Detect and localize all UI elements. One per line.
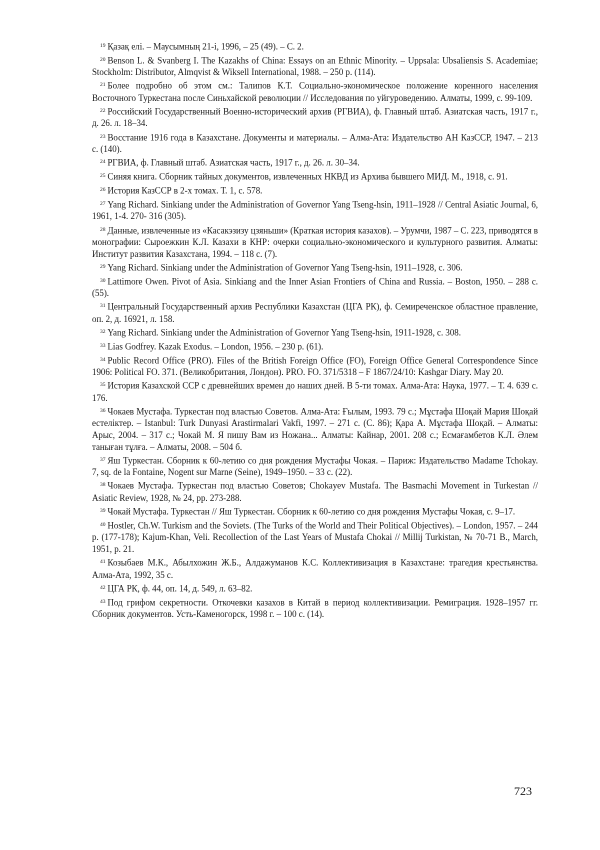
footnote	[92, 506, 538, 518]
footnotes-list	[92, 41, 538, 622]
footnote	[92, 55, 538, 79]
footnote-text: Lattimore Owen. Pivot of Asia. Sinkiang and the Inner Asian Frontiers of China and Russia. – Boston, 1950. – 288 c. (55).	[92, 276, 538, 299]
footnote	[92, 355, 538, 379]
footnote	[92, 80, 538, 104]
footnote-text: Public Record Office (PRO). Files of the British Foreign Office (FO), Foreign Office General Correspondence Since 1906: Political FO. 371. (Великобритания, Лондон). PRO. FO. 371/5318 – F 1867/24/10: Kashgar Diary. May 20.	[92, 355, 538, 377]
footnote-text: Под грифом секретности. Откочевки казахов в Китай в период коллективизации. Ремиграция. 1928–1957 гг. Сборник документов. Усть-Каменогорск, 1998 г. – 100 с. (14).	[92, 597, 538, 620]
footnote	[92, 583, 538, 595]
footnote-text: Более подробно об этом см.: Талипов К.Т. Социально-экономическое положение коренного населения Восточного Туркестана после Синьхайской революции // Исследования по уйгуроведению. Алматы, 1999, с. 99-109.	[92, 81, 538, 103]
footnote-text: Российский Государственный Военно-исторический архив (РГВИА), ф. Главный штаб. Азиатская часть, 1917 г., д. 26. л. 18–34.	[92, 106, 538, 129]
footnote	[92, 380, 538, 404]
page-number: 723	[514, 784, 532, 798]
footnote-text: Чокаев Мустафа. Туркестан под властью Советов. Алма-Ата: Ғылым, 1993. 79 с.; Мұстафа Шоқай Мария Шоқай естеліктер. – Istanbul: Turk Dunyasi Arastirmalari Vakfi, 1997. – 271 с. (С. 86); Қара А. Мұстафа Шоқай. – Алматы: Арыс, 2004. – 317 с.; Чокай М. Я пишу Вам из Ножана... Алматы: Кайнар, 2001. 208 с.; Есмағамбетов К.Л. Әлем таныған тұлға. – Алматы, 2008. – 504 б.	[92, 406, 538, 452]
footnote	[92, 262, 538, 274]
footnote-number: 30	[100, 277, 106, 284]
footnote-number: 34	[100, 356, 106, 363]
footnote-number: 38	[100, 482, 106, 489]
footnote-text: Козыбаев М.К., Абылхожин Ж.Б., Алдажуманов К.С. Коллективизация в Казахстане: трагедия крестьянства. Алма-Ата, 1992, 35 с.	[92, 557, 538, 580]
footnote-text: Yang Richard. Sinkiang under the Administration of Governor Yang Tseng-hsin, 1911–1928, c. 306.	[107, 262, 463, 273]
footnote-text: Hostler, Ch.W. Turkism and the Soviets. (The Turks of the World and Their Political Objectives). – London, 1957. – 244 p. (177-178); Kajum-Khan, Veli. Recollection of the Last Years of Mustafa Chokai // Millij Turkistan, № 70-71 B., March, 1951, p. 21.	[92, 520, 538, 554]
footnote-number: 39	[100, 508, 106, 515]
footnote-number: 22	[100, 108, 106, 115]
footnote-number: 28	[100, 226, 106, 233]
footnote-number: 31	[100, 303, 106, 310]
footnote	[92, 157, 538, 169]
footnote-text: Данные, извлеченные из «Касакэзизу цзяньши» (Краткая история казахов). – Урумчи, 1987 – С. 223, приводятся в монографии: Сыроежкин К.Л. Казахи в КНР: очерки социально-экономического и культурного развития. Алматы: Институт развития Казахстана, 1994. – 118 с. (7).	[92, 225, 538, 259]
footnote-number: 43	[100, 598, 106, 605]
footnote	[92, 199, 538, 223]
footnote-text: ЦГА РК, ф. 44, оп. 14, д. 549, л. 63–82.	[107, 583, 253, 594]
footnote	[92, 185, 538, 197]
footnote	[92, 480, 538, 504]
footnote-text: Чокай Мустафа. Туркестан // Яш Туркестан. Сборник к 60-летию со дня рождения Мустафы Чокая, с. 9–17.	[107, 506, 516, 517]
footnote-text: Yang Richard. Sinkiang under the Administration of Governor Yang Tseng-hsin, 1911-1928, c. 308.	[107, 327, 461, 338]
footnote	[92, 327, 538, 339]
footnote-number: 20	[100, 56, 106, 63]
footnote-number: 42	[100, 584, 106, 591]
footnote-text: Қазақ елі. – Маусымның 21-і, 1996, – 25 (49). – С. 2.	[107, 41, 304, 52]
footnote	[92, 341, 538, 353]
footnote-number: 29	[100, 263, 106, 270]
footnote-number: 35	[100, 382, 106, 389]
footnote-text: Синяя книга. Сборник тайных документов, извлеченных НКВД из Архива бывшего МИД. М., 1918, с. 91.	[107, 171, 508, 182]
footnote-text: Yang Richard. Sinkiang under the Administration of Governor Yang Tseng-hsin, 1911–1928 // Central Asiatic Journal, 6, 1961, 1-4. 270- 316 (305).	[92, 199, 538, 222]
footnote-number: 27	[100, 200, 106, 207]
footnote-number: 24	[100, 159, 106, 166]
footnote-number: 37	[100, 456, 106, 463]
footnote	[92, 557, 538, 581]
footnote	[92, 455, 538, 479]
footnote	[92, 520, 538, 556]
footnote-text: История КазССР в 2-х томах. Т. 1, с. 578.	[107, 185, 263, 196]
footnote-text: РГВИА, ф. Главный штаб. Азиатская часть, 1917 г., д. 26. л. 30–34.	[107, 157, 360, 168]
footnote	[92, 132, 538, 156]
footnote-number: 26	[100, 187, 106, 194]
footnote	[92, 597, 538, 621]
footnote-number: 25	[100, 173, 106, 180]
footnote-number: 33	[100, 342, 106, 349]
footnote-number: 21	[100, 82, 106, 89]
footnote	[92, 106, 538, 130]
footnote	[92, 171, 538, 183]
footnote	[92, 276, 538, 300]
footnote-text: Центральный Государственный архив Республики Казахстан (ЦГА РК), ф. Семиреченское областное правление, оп. 2, д. 16921, л. 158.	[92, 301, 538, 324]
footnote	[92, 301, 538, 325]
footnote-text: Benson L. & Svanberg I. The Kazakhs of China: Essays on an Ethnic Minority. – Uppsala: Ubsaliensis S. Academiae; Stockholm: Distributor, Almqvist & Wiksell International, 1988. – 250 p. (114).	[92, 55, 538, 78]
footnote-number: 19	[100, 43, 106, 49]
footnote	[92, 41, 538, 53]
footnote-number: 23	[100, 133, 106, 140]
footnote-text: История Казахской ССР с древнейших времен до наших дней. В 5-ти томах. Алма-Ата: Наука, 1977. – Т. 4. 639 с. 176.	[92, 380, 538, 403]
footnote-number: 32	[100, 328, 106, 335]
footnote	[92, 225, 538, 261]
footnote-text: Восстание 1916 года в Казахстане. Документы и материалы. – Алма-Ата: Издательство АН КазССР, 1947. – 213 с. (140).	[92, 132, 538, 154]
footnote-number: 36	[100, 407, 106, 414]
footnote-text: Lias Godfrey. Kazak Exodus. – London, 1956. – 230 p. (61).	[107, 341, 324, 352]
footnote-text: Чокаев Мустафа. Туркестан под властью Советов; Chokayev Mustafa. The Basmachi Movement in Turkestan // Asiatic Review, 1928, № 24, pp. 273-288.	[92, 481, 538, 503]
footnote-number: 40	[100, 521, 106, 528]
footnote	[92, 406, 538, 453]
footnote-number: 41	[100, 559, 106, 566]
footnote-text: Яш Туркестан. Сборник к 60-летию со дня рождения Мустафы Чокая. – Париж: Издательство Madame Tchokay. 7, sq. de la Fontaine, Nogent sur Marne (Seine), 1949–1950. – 33 с. (22).	[92, 455, 538, 478]
